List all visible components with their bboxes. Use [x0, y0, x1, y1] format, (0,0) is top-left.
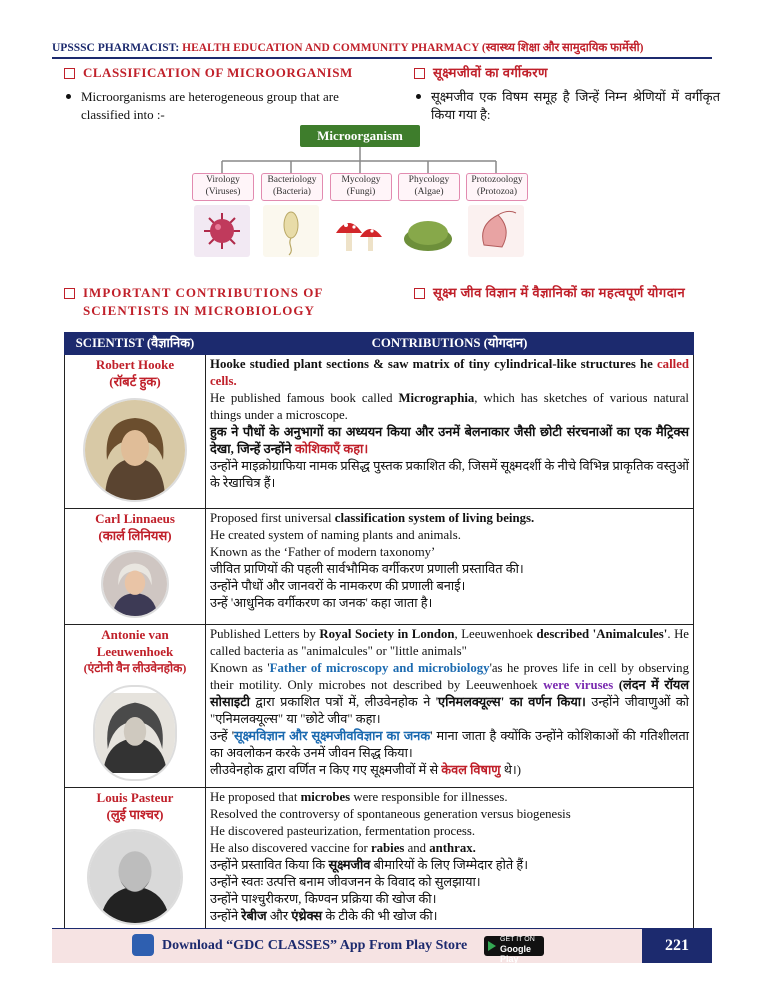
- contribution-cell: Published Letters by Royal Society in London, Leeuwenhoek described 'Animalcules'. He called bacteria as "animalcules" or "little animals" Known as 'Father of microscopy and microbiology'as he proves life in cell by observing their motility. Only microbes not described by Leeuwenhoek were viruses (लंदन में रॉयल सोसाइटी द्वारा प्रकाशित पत्रों में, लीउवेनहोक ने 'एनिमलक्यूल्स' का वर्णन किया। उन्होंने जीवाणुओं को "एनिमलक्यूल्स" या "छोटे जीव" कहा। उन्हें 'सूक्ष्मविज्ञान और सूक्ष्मजीवविज्ञान का जनक' माना जाता है क्योंकि उन्होंने कोशिकाओं की गतिशीलता का अवलोकन करके उनमें जीवन सिद्ध किया। लीउवेनहोक द्वारा वर्णित न किए गए सूक्ष्मजीवों में से केवल विषाणु थे।): [206, 625, 694, 788]
- scientist-name: Leeuwenhoek: [96, 644, 174, 659]
- checkbox-icon: [64, 288, 75, 299]
- bacteria-image: [263, 205, 319, 257]
- page-header: [52, 40, 712, 55]
- header-divider: [52, 57, 712, 59]
- contribution-cell: Hooke studied plant sections & saw matrix of tiny cylindrical-like structures he called cells. He published famous book called Micrographia, which has sketches of various natural things under a microscope. हुक ने पौधों के अनुभागों का अध्ययन किया और उनमें बेलनाकार जैसी छोटी संरचनाओं का एक मैट्रिक्स देखा, जिन्हें उन्होंने कोशिकाएँ कहा। उन्होंने माइक्रोग्राफिया नामक प्रसिद्ध पुस्तक प्रकाशित की, जिसमें सूक्ष्मदर्शी के नीचे विभिन्न प्राकृतिक वस्तुओं के रेखाचित्र हैं।: [206, 355, 694, 509]
- scientist-cell: [65, 788, 206, 932]
- algae-image: [400, 205, 456, 257]
- microorganism-diagram: [190, 125, 530, 265]
- col-scientist-header: SCIENTIST (वैज्ञानिक): [65, 333, 206, 355]
- scientist-name-hindi: (कार्ल लिनियस): [98, 528, 172, 543]
- scientist-name: Antonie van: [101, 627, 169, 642]
- louis-pasteur-portrait: [87, 829, 183, 925]
- download-text: Download “GDC CLASSES” App From Play Store: [162, 938, 468, 953]
- col-contributions-header: CONTRIBUTIONS (योगदान): [206, 333, 694, 355]
- contribution-cell: Proposed first universal classification system of living beings. He created system of naming plants and animals. Known as the ‘Father of modern taxonomy’ जीवित प्राणियों की पहली सार्वभौमिक वर्गीकरण प्रणाली प्रस्तावित की। उन्होंने पौधों और जानवरों के नामकरण की प्रणाली बनाई। उन्हें 'आधुनिक वर्गीकरण का जनक' कहा जाता है।: [206, 509, 694, 625]
- table-row: [65, 509, 694, 625]
- classification-title-hi: सूक्ष्मजीवों का वर्गीकरण: [433, 65, 548, 80]
- table-row: [65, 625, 694, 788]
- header-subject: HEALTH EDUCATION AND COMMUNITY PHARMACY (स्वास्थ्य शिक्षा और सामुदायिक फार्मेसी): [182, 42, 644, 54]
- robert-hooke-portrait: [83, 398, 187, 502]
- scientist-cell: [65, 625, 206, 788]
- diagram-root: Microorganism: [300, 125, 420, 147]
- bullet-icon: [416, 94, 421, 99]
- classification-text-hi: सूक्ष्मजीव एक विषम समूह है जिन्हें निम्न श्रेणियों में वर्गीकृत किया गया है:: [431, 89, 720, 122]
- app-logo-icon: [132, 934, 154, 956]
- play-store-icon: [488, 941, 496, 951]
- classification-text-en: Microorganisms are heterogeneous group that are classified into :-: [81, 89, 339, 122]
- classification-title-en: CLASSIFICATION OF MICROORGANISM: [83, 65, 353, 80]
- scientist-cell: [65, 355, 206, 509]
- page-number: 221: [642, 929, 712, 963]
- header-lead: UPSSSC PHARMACIST:: [52, 42, 180, 54]
- branch-bacteriology: Bacteriology (Bacteria): [261, 173, 323, 201]
- branch-phycology: Phycology (Algae): [398, 173, 460, 201]
- table-row: [65, 355, 694, 509]
- contributions-title-hi: सूक्ष्म जीव विज्ञान में वैज्ञानिकों का महत्वपूर्ण योगदान: [433, 285, 686, 300]
- google-play-badge[interactable]: GET IT ON Google Play: [484, 936, 544, 956]
- classification-right: [410, 64, 720, 124]
- contributions-right: [410, 284, 720, 302]
- table-row: [65, 788, 694, 932]
- classification-left: [60, 64, 390, 124]
- bullet-icon: [66, 94, 71, 99]
- fungi-image: [332, 205, 388, 257]
- branch-virology: Virology (Viruses): [192, 173, 254, 201]
- branch-protozoology: Protozoology (Protozoa): [466, 173, 528, 201]
- contributions-title-en: IMPORTANT CONTRIBUTIONS OF SCIENTISTS IN MICROBIOLOGY: [83, 285, 323, 318]
- checkbox-icon: [414, 288, 425, 299]
- contribution-cell: He proposed that microbes were responsible for illnesses. Resolved the controversy of spontaneous generation versus biogenesis He discovered pasteurization, fermentation process. He also discovered vaccine for rabies and anthrax. उन्होंने प्रस्तावित किया कि सूक्ष्मजीव बीमारियों के लिए जिम्मेदार होते हैं। उन्होंने स्वतः उत्पत्ति बनाम जीवजनन के विवाद को सुलझाया। उन्होंने पाश्चुरीकरण, किण्वन प्रक्रिया की खोज की। उन्होंने रेबीज और एंथ्रेक्स के टीके की भी खोज की।: [206, 788, 694, 932]
- scientist-name-hindi: (लुई पाश्चर): [106, 807, 164, 822]
- protozoa-image: [468, 205, 524, 257]
- branch-mycology: Mycology (Fungi): [330, 173, 392, 201]
- checkbox-icon: [64, 68, 75, 79]
- scientist-name: Carl Linnaeus: [95, 511, 175, 526]
- scientist-name: Robert Hooke: [95, 357, 175, 372]
- scientist-name: Louis Pasteur: [96, 790, 174, 805]
- leeuwenhoek-portrait: [93, 685, 177, 781]
- page-footer: [52, 928, 712, 963]
- checkbox-icon: [414, 68, 425, 79]
- scientist-name-hindi: (एंटोनी वैन लीउवेनहोक): [83, 661, 187, 675]
- contributions-table: [64, 332, 694, 932]
- carl-linnaeus-portrait: [101, 550, 169, 618]
- scientist-cell: [65, 509, 206, 625]
- table-header-row: [65, 333, 694, 355]
- scientist-name-hindi: (रॉबर्ट हुक): [109, 374, 161, 389]
- virus-image: [194, 205, 250, 257]
- contributions-left: [60, 284, 380, 320]
